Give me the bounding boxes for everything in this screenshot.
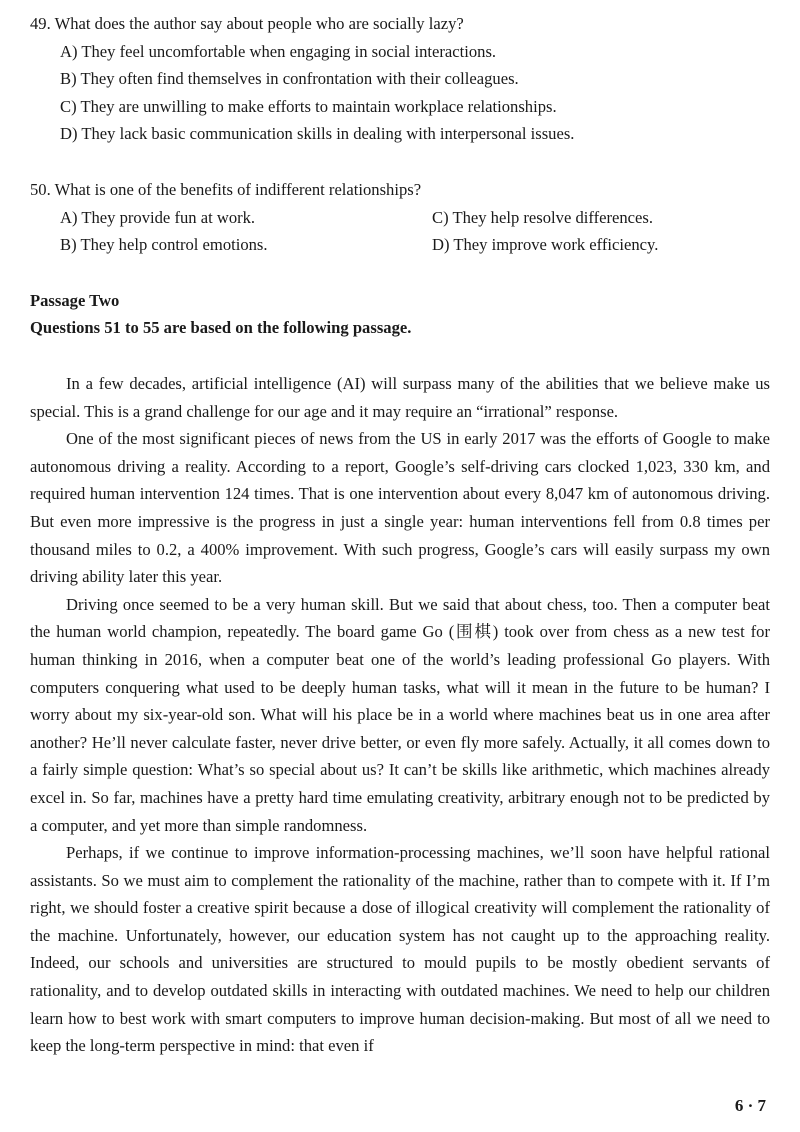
question-50-stem: 50. What is one of the benefits of indifferent relationships?	[30, 180, 422, 199]
question-50-option-a: A) They provide fun at work.	[60, 207, 256, 227]
passage-paragraph-1: In a few decades, artificial intelligence (AI) will surpass many of the abilities that we believe make us special. This is a grand challenge for our age and it may require an “irrational” response.	[30, 374, 770, 421]
page-number: 6 · 7	[734, 1096, 766, 1115]
passage-title: Passage Two	[30, 291, 120, 310]
question-49-option-d: D) They lack basic communication skills in dealing with interpersonal issues.	[60, 124, 575, 143]
question-49-option-a: A) They feel uncomfortable when engaging in social interactions.	[60, 41, 497, 61]
passage-paragraph-2: One of the most significant pieces of news from the US in early 2017 was the efforts of Google to make autonomous driving a reality. According to a report, Google’s self-driving cars clocked 1,023, 330 km, and required human intervention 124 times. That is one intervention about every 8,047 km of autonomous driving. But even more impressive is the progress in just a single year: human interventions fell from 0.8 times per thousand miles to 0.2, a 400% improvement. With such progress, Google’s cars will easily surpass my own driving ability later this year.	[30, 429, 770, 587]
passage-paragraph-4: Perhaps, if we continue to improve information-processing machines, we’ll soon have helpful rational assistants. So we must aim to complement the rationality of the machine, rather than to compete with it. If I’m right, we should foster a creative spirit because a dose of illogical creativity will complement the rationality of the machine. Unfortunately, however, our education system has not caught up to the approaching reality. Indeed, our schools and universities are structured to mould pupils to be mostly obedient servants of rationality, and to develop outdated skills in interacting with outdated machines. We need to help our children learn how to best work with smart computers to improve human decision-making. But most of all we need to keep the long-term perspective in mind: that even if	[30, 843, 770, 1056]
question-50-option-d: D) They improve work efficiency.	[432, 235, 659, 254]
question-50-options-row-1	[30, 204, 770, 232]
passage-instruction: Questions 51 to 55 are based on the following passage.	[30, 318, 412, 337]
question-50-option-b: B) They help control emotions.	[60, 235, 268, 254]
passage-body	[30, 370, 770, 1060]
passage-paragraph-3: Driving once seemed to be a very human skill. But we said that about chess, too. Then a computer beat the human world champion, repeatedly. The board game Go (围棋) took over from chess as a new test for human thinking in 2016, when a computer beat one of the world’s leading professional Go players. With computers conquering what used to be deeply human tasks, what will it mean in the future to be human? I worry about my six-year-old son. What will his place be in a world where machines beat us in one area after another? He’ll never calculate faster, never drive better, or even fly more safely. Actually, it all comes down to a fairly simple question: What’s so special about us? It can’t be skills like arithmetic, which machines already excel in. So far, machines have a pretty hard time emulating creativity, arbitrary enough not to be predicted by a computer, and yet more than simple randomness.	[30, 594, 770, 835]
question-50	[30, 176, 770, 259]
question-49	[30, 10, 770, 148]
question-49-option-b: B) They often find themselves in confrontation with their colleagues.	[60, 69, 519, 88]
question-49-stem: 49. What does the author say about people who are socially lazy?	[30, 14, 464, 33]
question-50-option-c: C) They help resolve differences.	[432, 207, 654, 227]
question-49-option-c: C) They are unwilling to make efforts to maintain workplace relationships.	[60, 96, 557, 116]
question-50-options-row-2	[30, 231, 770, 259]
